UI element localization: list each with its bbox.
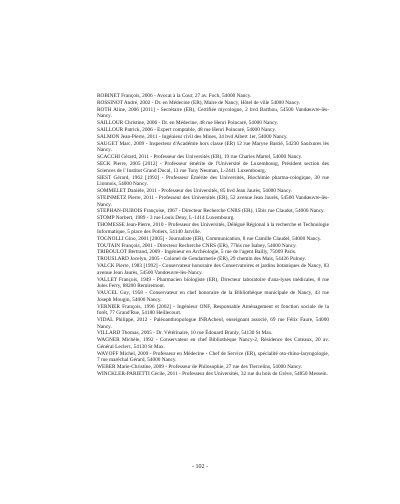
list-item: VALLET François, 1949 - Pharmacien biologiste (ER), Directeur laboratoire d'ana-lyses médicales, 8 rue Jules Ferry, 88200 Remiremont. <box>97 276 329 290</box>
list-item: ROSSINOT André, 2002 - Dr. en Médecine (ER), Maire de Nancy, Hôtel de ville 54000 Nancy. <box>97 99 301 106</box>
list-item: STEPHAN-DUBOIS Françoise, 1967 - Directeur Recherche CNRS (ER), 15bis rue Claudot, 54000 Nancy. <box>97 208 325 215</box>
list-item: TOGNOLLI Gino, 2001 [2005] - Journaliste (ER), Communication, 8 rue Camille Claudel, 54000 Nancy. <box>97 235 322 242</box>
list-item: STEINMETZ Pierre, 2011 - Professeur des Universités (ER), 52 avenue Jean Jaurès, 54500 Vandœuvre-lès-Nancy. <box>97 194 329 208</box>
list-item: WEBER Marie-Christine, 2009 - Professeur de Philosophie, 27 rue des Tiercelins, 54000 Nancy. <box>97 364 303 371</box>
list-item: SAILLOUR Patrick, 2006 - Expert comptable, 48 rue Henri Poincaré, 54000 Nancy. <box>97 127 276 134</box>
list-item: WAGNER Michèle, 1992 - Conservateur en chef Bibliothèque Nancy-2, Résidence des Coteaux, 20 av. Général Leclerc, 54130 St Max. <box>97 337 329 350</box>
list-item: ROTH Aline, 2006 [2011] - Secrétaire (ER), Certifiée mycologue, 2 bvd Barthou, 54500 Vandœuvre-lès-Nancy. <box>97 106 329 120</box>
list-item: VERNIER François, 1996 [2002] - Ingénieur ONF, Responsable Aménagement et fonction sociale de la forêt, 77 Grand'Rue, 54180 Heillecourt. <box>97 303 329 317</box>
list-item: VAUCEL Guy, 1958 - Conservateur en chef honoraire de la Bibliothèque municipale de Nancy, 43 rue Joseph Mougin, 54000 Nancy. <box>97 290 329 303</box>
list-item: SALMON Jean-Pierre, 2011 - Ingénieur civil des Mines, 34 bvd Albert 1er, 54000 Nancy. <box>97 134 288 140</box>
list-item: TRIBOULOT Bertrand, 2009 - Ingénieur en Archéologie, 5 rue de l'agent Bailly, 75009 Paris. <box>97 249 297 256</box>
list-item: WAYOFF Michel, 2009 - Professeur en Médecine - Chef de Service (ER), spécialité oto-rhino-laryngologie, 7 rue maréchal Gérard, 54000 Nancy. <box>97 350 329 364</box>
list-item: THOMESSE Jean-Pierre, 2010 - Professeur des Universités, Délégué Régional à la recherche et Technologie Informatique, 5 place des Potiers, 54140 Jarville. <box>97 222 329 235</box>
list-item: SOMMELET Danièle, 2011 - Professeur des Universités, 85 bvd Jean Jaurès, 54000 Nancy. <box>97 188 293 195</box>
list-item: VALCK Pierre, 1983 [1992] - Conservateur honoraire des Conservatoires et jardins botaniques de Nancy, 83 avenue Jean Jaurès, 54500 Vandœuvre-lès-Nancy. <box>97 263 329 276</box>
page-number: - 102 - <box>192 464 208 470</box>
list-item: SIEST Gérard, 1962 [1992] - Professeur Émérite des Universités, Biochimie pharma-cologique, 30 rue Lionnois, 54000 Nancy. <box>97 174 329 188</box>
list-item: VIDAL Philippe, 2012 - Paléoanthropologue INRAcheol, enseignant associé, 69 rue Félix Faure, 54000 Nancy. <box>97 316 329 330</box>
list-item: VILLARD Thomas, 2005 - Dr. Vétérinaire, 10 rue Édouard Branly, 54130 St Max. <box>97 330 273 337</box>
member-list <box>97 93 329 378</box>
list-item: SECK Pierre, 2005 [2012] - Professeur émérite de l'Université de Luxembourg, Président section des Sciences de l' Institut Grand Ducal, 13 rue Tony Neuman, L-2441 Luxembourg. <box>97 161 329 174</box>
list-item: ROBINET François, 2006 - Avocat à la Cour, 27 av. Foch, 54000 Nancy. <box>97 93 252 99</box>
list-item: SAUGET Marc, 2009 - Inspecteur d'Académie hors classe (ER) 12 rue Maryse Bastié, 54230 Saulxures lès Nancy. <box>97 140 329 154</box>
list-item: TROUSLARD Jocelyn, 2005 - Colonel de Gendarmerie (ER), 29 chemin des Mais, 54426 Pulnoy. <box>97 256 306 263</box>
list-item: SCACCHI Gérard, 2011 - Professeur des Universités (ER), 19 rue Charles Martel, 54000 Nancy. <box>97 154 303 161</box>
list-item: STOMP Norbert, 1989 - 3 rue Louis Deny, L-1414 Luxembourg. <box>97 215 235 222</box>
list-item: TOUTAIN François, 2001 - Directeur Recherche CNRS (ER), 77bis rue Isabey, 54000 Nancy. <box>97 242 297 249</box>
list-item: WINCKLER-PARIETTI Cécile, 2011 - Professeur des Universités, 32 rue du bois de Grève, 54850 Messein. <box>97 371 328 378</box>
list-item: SAILLOUR Christine, 2006 - Dr. en Médecine, 48 rue Henri Poincaré, 54000 Nancy. <box>97 120 279 127</box>
